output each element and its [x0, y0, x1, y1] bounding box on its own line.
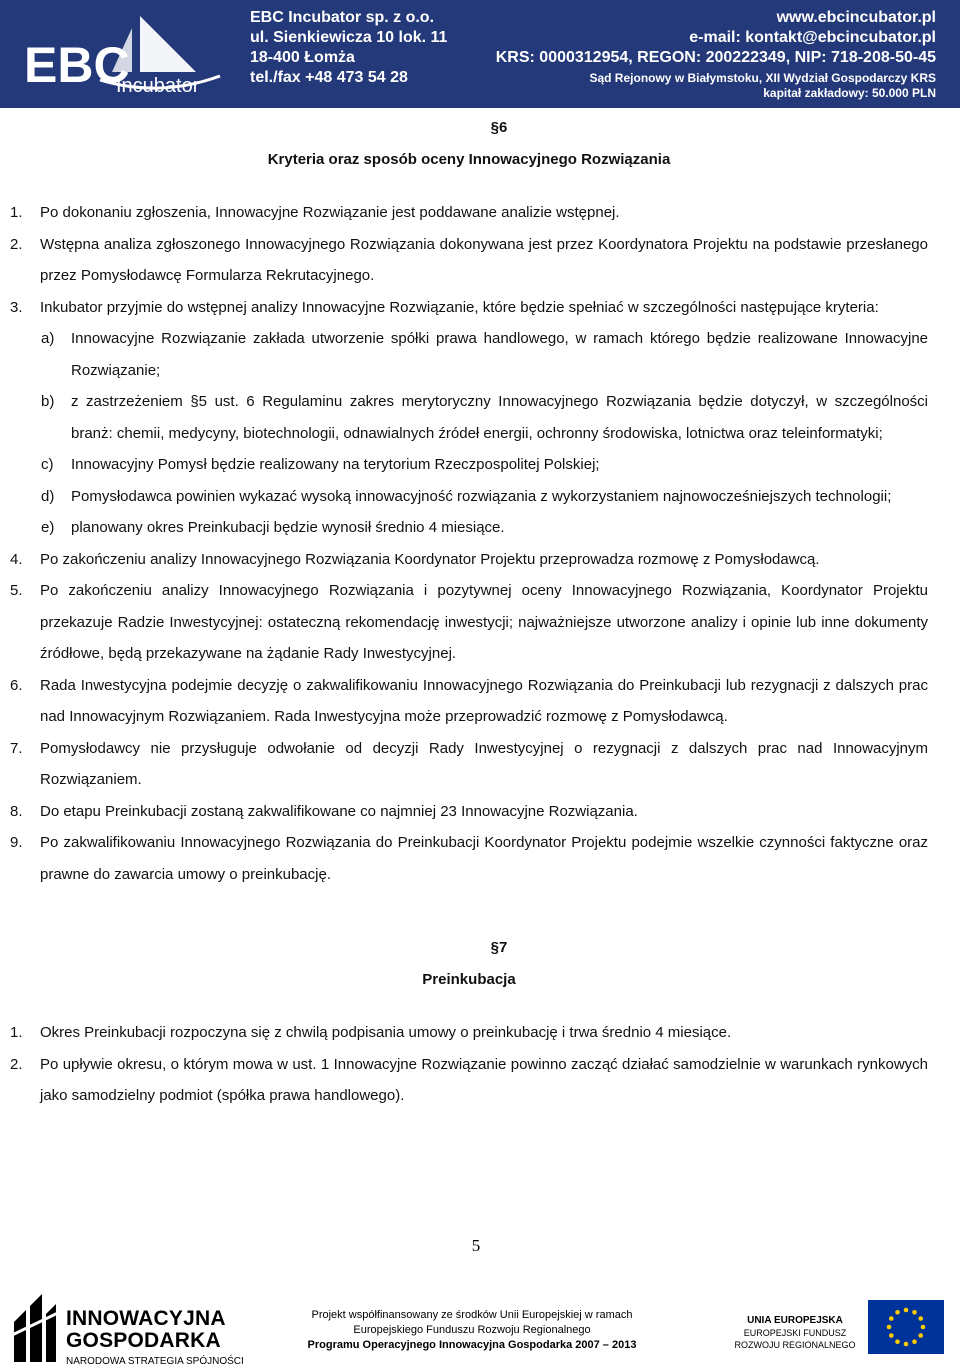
item-text: Okres Preinkubacji rozpoczyna się z chwilą podpisania umowy o preinkubację i trwa średnio 4 miesiące.: [40, 1024, 732, 1041]
eu-star-icon: [918, 1333, 923, 1338]
company-website[interactable]: www.ebcincubator.pl: [776, 9, 936, 26]
item-text: Po zakończeniu analizy Innowacyjnego Rozwiązania Koordynator Projektu przeprowadza rozmowę z Pomysłodawcą.: [40, 550, 820, 568]
section-6-item: [10, 733, 928, 796]
item-number: 4.: [10, 550, 23, 568]
section-6-item: [10, 229, 928, 292]
criteria-text: planowany okres Preinkubacji będzie wynosił średnio 4 miesiące.: [71, 519, 505, 536]
section-6-item: [10, 796, 928, 828]
criteria-text: Pomysłodawca powinien wykazać wysoką innowacyjność rozwiązania z wykorzystaniem najnowocześniejszych technologii;: [71, 487, 892, 505]
eu-star-icon: [918, 1316, 923, 1321]
criteria-letter: c): [41, 456, 54, 473]
section-7-item: [10, 1017, 928, 1049]
eu-line-2: EUROPEJSKI FUNDUSZ: [743, 1328, 847, 1338]
section-7-number: §7: [490, 939, 508, 956]
company-address: [250, 8, 500, 88]
eu-star-icon: [912, 1339, 917, 1344]
ig-line-1: INNOWACYJNA: [66, 1307, 226, 1330]
criteria-letter: a): [41, 330, 55, 347]
criteria-text: z zastrzeżeniem §5 ust. 6 Regulaminu zakres merytoryczny Innowacyjnego Rozwiązania będzie dotyczył, w szczególności branż: chemii, medycyny, biotechnologii, odnawialnych źródeł energii, ochronny środowiska, lotnictwa oraz teleinformatyki;: [71, 393, 928, 442]
ig-line-3: NARODOWA STRATEGIA SPÓJNOŚCI: [66, 1356, 244, 1367]
criteria-letter: d): [41, 487, 55, 505]
item-text: Do etapu Preinkubacji zostaną zakwalifikowane co najmniej 23 Innowacyjne Rozwiązania.: [40, 802, 638, 820]
project-funding-note: [262, 1308, 682, 1353]
project-line-1: Projekt współfinansowany ze środków Unii Europejskiej w ramach: [311, 1309, 633, 1321]
criteria-letter: b): [41, 393, 55, 410]
eu-star-icon: [912, 1310, 917, 1315]
item-text: Inkubator przyjmie do wstępnej analizy Innowacyjne Rozwiązanie, które będzie spełniać w szczególności następujące kryteria:: [40, 298, 879, 316]
item-number: 7.: [10, 739, 23, 757]
eu-star-icon: [904, 1308, 909, 1313]
ebc-incubator-logo: [20, 10, 230, 100]
section-6-item: [10, 197, 928, 229]
company-city: 18-400 Łomża: [250, 49, 355, 66]
page-number: 5: [471, 1236, 481, 1255]
item-number: 9.: [10, 834, 23, 851]
criteria-text: Innowacyjny Pomysł będzie realizowany na terytorium Rzeczpospolitej Polskiej;: [71, 456, 600, 473]
item-number: 3.: [10, 298, 23, 316]
item-number: 6.: [10, 676, 23, 694]
funding-footer: [0, 1286, 960, 1371]
item-text: Po upływie okresu, o którym mowa w ust. 1 Innowacyjne Rozwiązanie powinno zacząć działać samodzielnie w warunkach rynkowych jako samodzielny podmiot (spółka prawa handlowego).: [40, 1055, 928, 1104]
company-name: EBC Incubator sp. z o.o.: [250, 9, 435, 26]
innowacyjna-gospodarka-emblem-icon: [10, 1292, 60, 1362]
item-text: Rada Inwestycyjna podejmie decyzję o zakwalifikowaniu Innowacyjnego Rozwiązania do Preinkubacji lub rezygnacji z dalszych prac nad Innowacyjnym Rozwiązaniem. Rada Inwestycyjna może przeprowadzić rozmowę z Pomysłodawcą.: [40, 676, 928, 725]
eu-star-icon: [889, 1316, 894, 1321]
eu-star-icon: [889, 1333, 894, 1338]
eu-star-icon: [895, 1310, 900, 1315]
eu-star-icon: [895, 1339, 900, 1344]
company-capital: kapitał zakładowy: 50.000 PLN: [763, 86, 936, 100]
criteria-text: Innowacyjne Rozwiązanie zakłada utworzenie spółki prawa handlowego, w ramach którego będzie realizowane Innowacyjne Rozwiązanie;: [71, 330, 928, 379]
letterhead-banner: [0, 0, 960, 108]
section-6-item: [10, 575, 928, 670]
item-number: 8.: [10, 802, 23, 820]
item-number: 1.: [10, 1024, 23, 1041]
section-6-title: Kryteria oraz sposób oceny Innowacyjnego Rozwiązania: [267, 150, 671, 168]
project-line-3: Programu Operacyjnego Innowacyjna Gospodarka 2007 – 2013: [307, 1339, 637, 1351]
company-street: ul. Sienkiewicza 10 lok. 11: [250, 29, 448, 46]
eu-star-icon: [904, 1342, 909, 1347]
eu-flag-icon: [868, 1300, 944, 1354]
criteria-item: [10, 449, 928, 481]
eu-line-3: ROZWOJU REGIONALNEGO: [734, 1340, 856, 1350]
item-number: 2.: [10, 235, 23, 253]
logo-incubator-text: Incubator: [116, 75, 200, 97]
section-7-title: Preinkubacja: [422, 970, 516, 988]
section-6-number: §6: [490, 119, 508, 136]
section-6-item: [10, 544, 928, 576]
innowacyjna-gospodarka-logo: [66, 1308, 244, 1369]
item-number: 2.: [10, 1055, 23, 1073]
eu-star-icon: [921, 1325, 926, 1330]
item-text: Po zakończeniu analizy Innowacyjnego Rozwiązania i pozytywnej oceny Innowacyjnego Rozwiązania, Koordynator Projektu przekazuje Radzie Inwestycyjnej: ostateczną rekomendację inwestycji; najważniejsze utworzone analizy i opinie lub inne dokumenty źródłowe, będą przekazywane na żądanie Rady Inwestycyjnej.: [40, 582, 928, 662]
company-phone: tel./fax +48 473 54 28: [250, 69, 408, 86]
company-registry: KRS: 0000312954, REGON: 200222349, NIP: 718-208-50-45: [495, 49, 936, 66]
item-number: 1.: [10, 204, 23, 221]
criteria-item: [10, 323, 928, 386]
company-registry-info: [476, 8, 936, 101]
item-text: Po zakwalifikowaniu Innowacyjnego Rozwiązania do Preinkubacji Koordynator Projektu podejmie wszelkie czynności faktyczne oraz prawne do zawarcia umowy o preinkubację.: [40, 834, 928, 883]
logo-ebc-text: EBC: [24, 37, 130, 93]
item-text: Po dokonaniu zgłoszenia, Innowacyjne Rozwiązanie jest poddawane analizie wstępnej.: [40, 204, 620, 221]
company-email[interactable]: e-mail: kontakt@ebcincubator.pl: [689, 29, 936, 46]
criteria-item: [10, 386, 928, 449]
eu-line-1: UNIA EUROPEJSKA: [747, 1315, 843, 1326]
company-court: Sąd Rejonowy w Białymstoku, XII Wydział Gospodarczy KRS: [589, 71, 936, 85]
section-6-item: [10, 670, 928, 733]
criteria-letter: e): [41, 519, 55, 536]
criteria-item: [10, 481, 928, 513]
document-body: [10, 112, 928, 1112]
project-line-2: Europejskiego Funduszu Rozwoju Regionalnego: [353, 1324, 591, 1336]
ig-line-2: GOSPODARKA: [66, 1329, 221, 1352]
item-number: 5.: [10, 582, 23, 599]
item-text: Wstępna analiza zgłoszonego Innowacyjnego Rozwiązania dokonywana jest przez Koordynatora Projektu na podstawie przesłanego przez Pomysłodawcę Formularza Rekrutacyjnego.: [40, 235, 928, 284]
eu-star-icon: [887, 1325, 892, 1330]
section-6-item: [10, 292, 928, 324]
item-text: Pomysłodawcy nie przysługuje odwołanie od decyzji Rady Inwestycyjnej o rezygnacji z dalszych prac nad Innowacyjnym Rozwiązaniem.: [40, 739, 928, 788]
section-7-item: [10, 1049, 928, 1112]
criteria-item: [10, 512, 928, 544]
section-6-item: [10, 827, 928, 890]
eu-caption: [730, 1314, 860, 1351]
